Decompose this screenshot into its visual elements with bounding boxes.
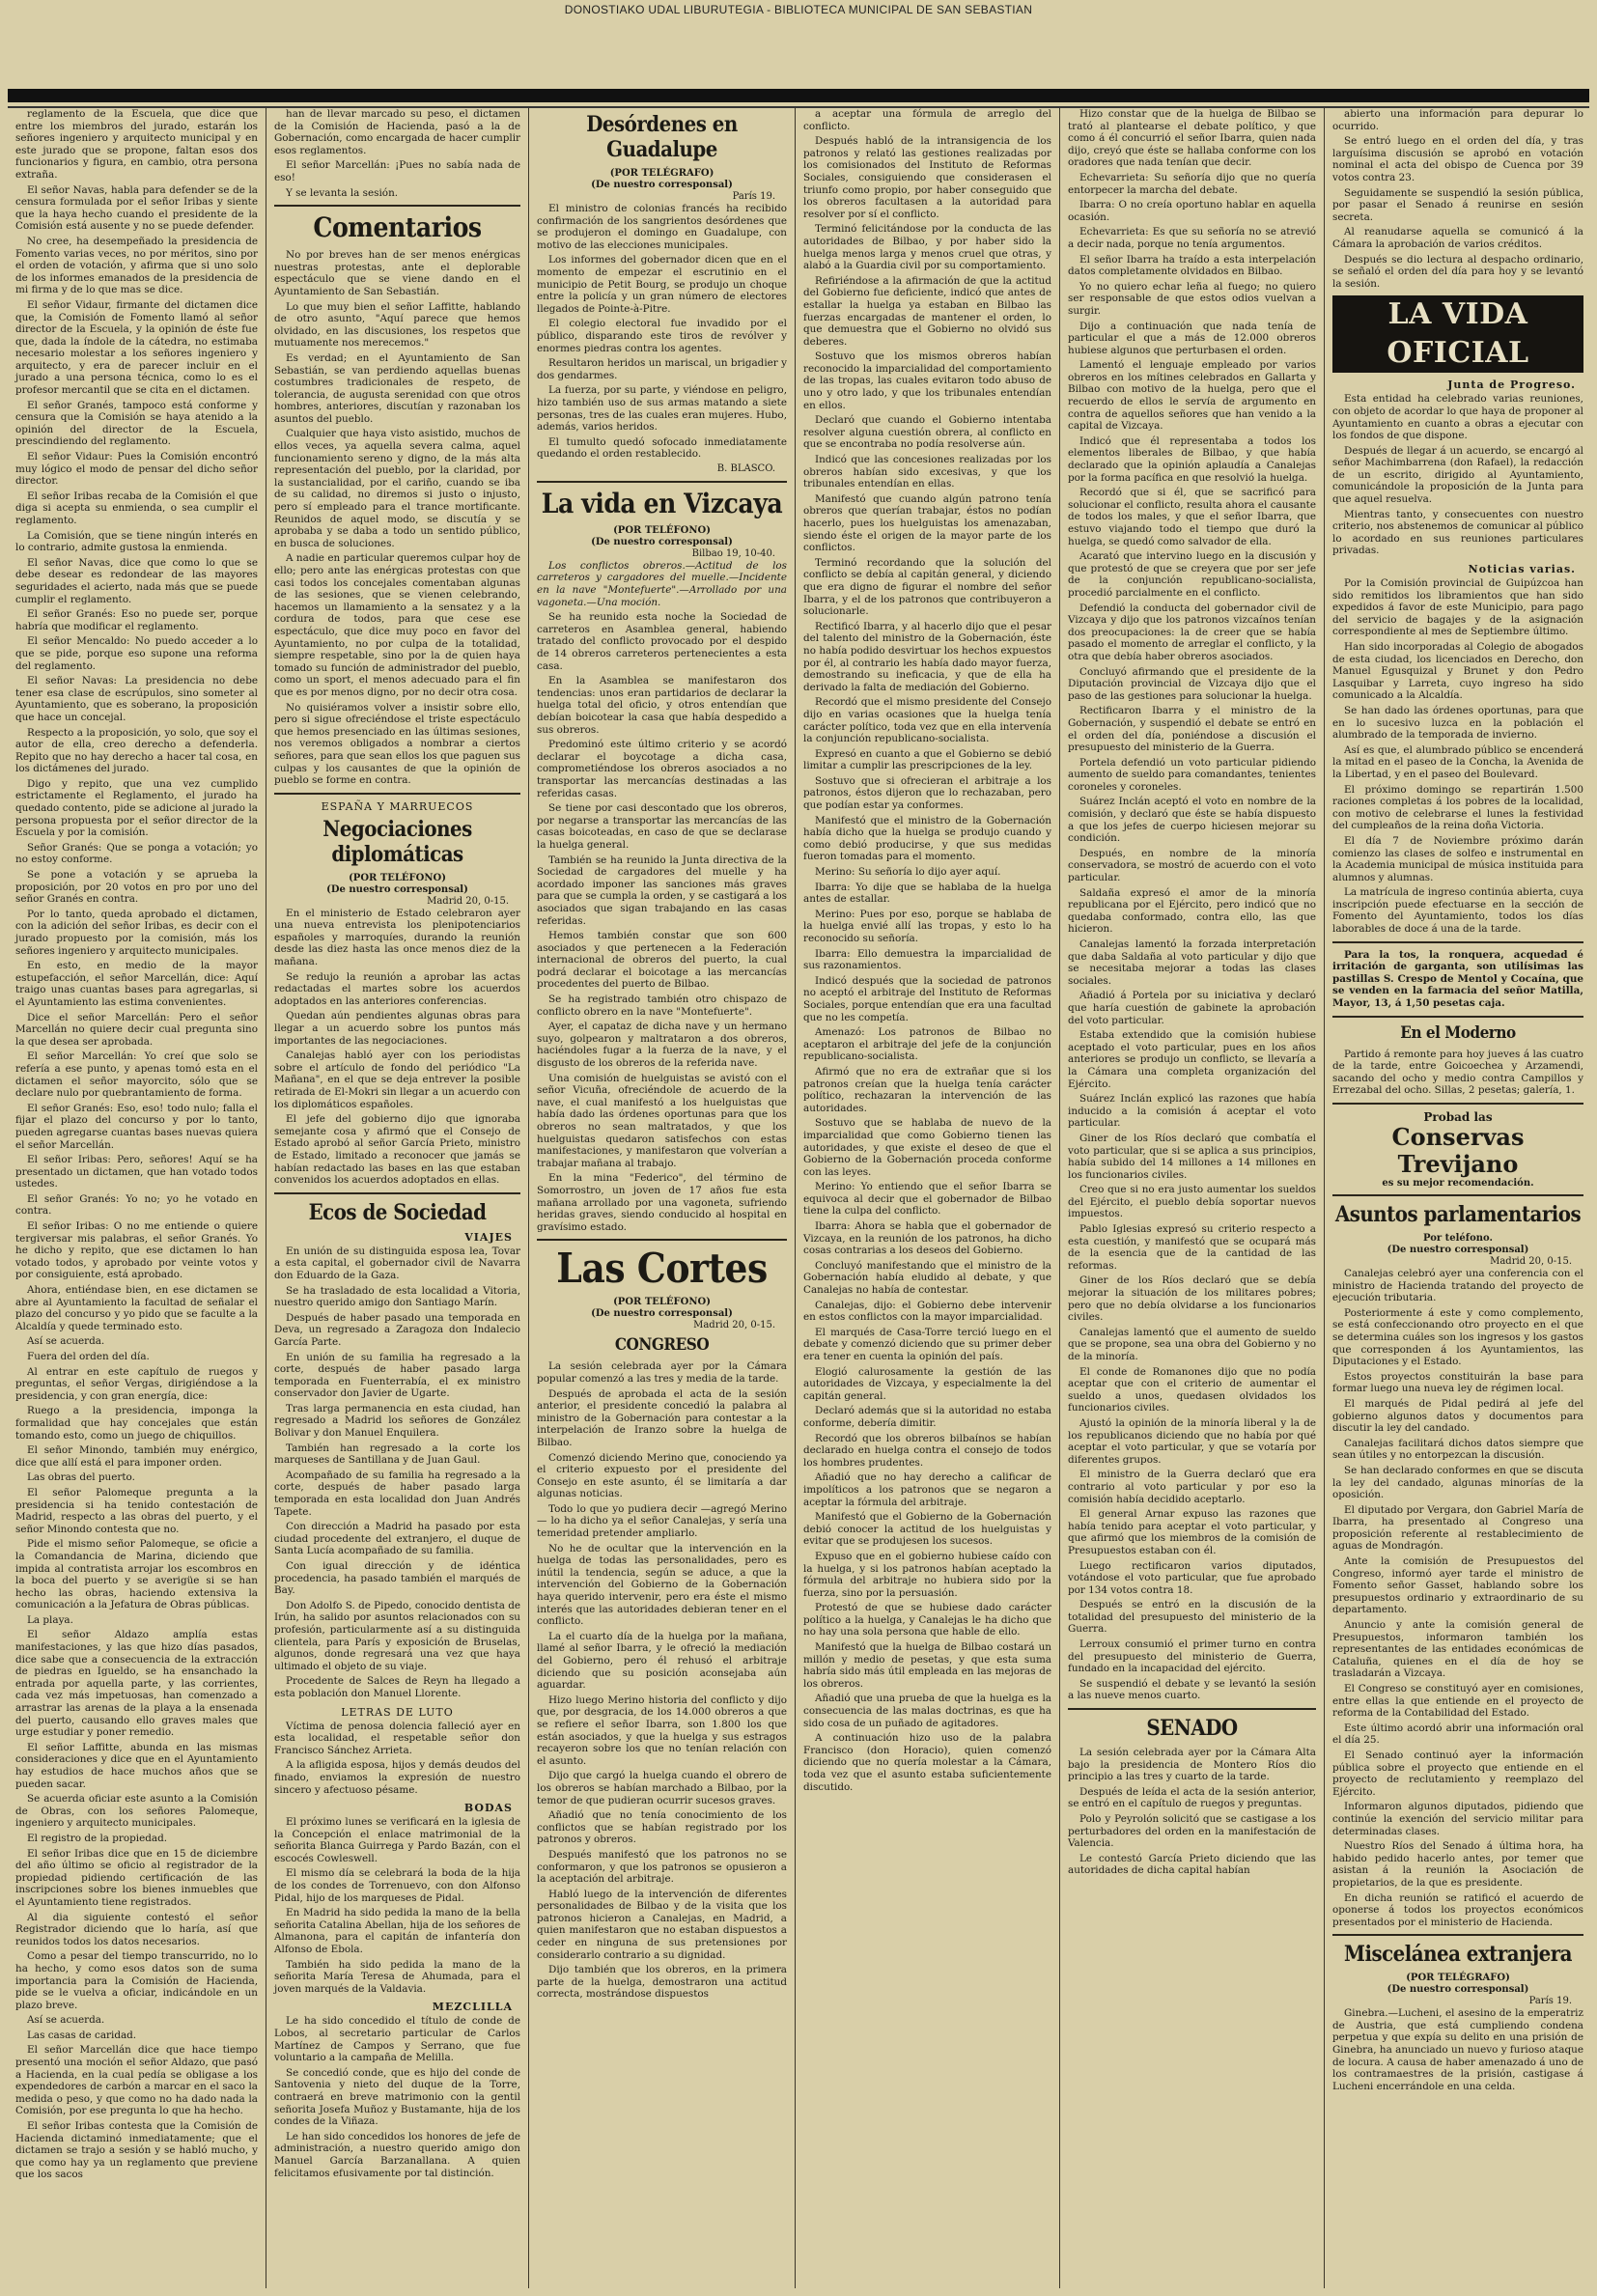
paragraph: Merino: Pues por eso, porque se hablaba de la huelga envié allí las tropas, y esto lo ha reconocido su señoría. xyxy=(803,908,1051,944)
dateline-date: París 19. xyxy=(1528,1996,1572,2007)
ad-line: Probad las xyxy=(1423,1110,1493,1124)
asuntos-body xyxy=(1332,1268,1583,1928)
dateline-telefono: Por teléfono. xyxy=(1422,1233,1494,1244)
paragraph: El señor Navas: La presidencia no debe tener esa clase de escrúpulos, sino someter al Ayuntamiento, que es soberano, la proposición que hace un concejal. xyxy=(15,675,258,723)
paragraph: En dicha reunión se ratificó el acuerdo de oponerse á todos los proyectos económicos presentados por el ministerio de Hacienda. xyxy=(1332,1891,1583,1928)
paragraph: El señor Marcellán dice que hace tiempo presentó una moción el señor Aldazo, que pasó a Hacienda, en la cual pedía se obligase a los expendedores de carbón a marcar en el saco la medida o peso, y que como no ha dado nada la Comisión, por ese pregunta lo que ha hecho. xyxy=(15,2044,258,2117)
paragraph: Nuestro Ríos del Senado á última hora, ha habido pedido hacerlo antes, por temer que asistan á la reunión la Asociación de propietarios, de la que es presidente. xyxy=(1332,1840,1583,1889)
vizcaya-body xyxy=(537,611,787,1233)
paragraph: Polo y Peyrolón solicitó que se castigase a los perturbadores del orden en la manifestación de Valencia. xyxy=(1068,1813,1316,1850)
paragraph: Declaró que cuando el Gobierno intentaba resolver alguna cuestión obrera, al conflicto en que se encontraba no podía resolverse aún. xyxy=(803,414,1051,451)
miscelanea-heading: Miscelánea extranjera xyxy=(1344,1942,1572,1968)
dateline-corresponsal: (De nuestro corresponsal) xyxy=(591,536,733,547)
paragraph: El señor Palomeque pregunta a la presidencia si ha tenido contestación de Madrid, respecto a las obras del puerto, y el señor Minondo contesta que no. xyxy=(15,1486,258,1535)
paragraph: Ajustó la opinión de la minoría liberal y la de los republicanos diciendo que no había por qué aceptar el voto particular, y que se votaría por diferentes grupos. xyxy=(1068,1416,1316,1466)
cortes-heading: Las Cortes xyxy=(556,1245,768,1293)
paragraph: Todo lo que yo pudiera decir —agregó Merino— lo ha dicho ya el señor Canalejas, y sería una temeridad pretender ampliarlo. xyxy=(537,1502,787,1540)
guadalupe-body xyxy=(537,203,787,461)
paragraph: Recordó que el mismo presidente del Consejo dijo en varias ocasiones que la huelga tenía carácter político, toda vez que en ella intervenía la conjunción republicano-socialista. xyxy=(803,696,1051,745)
paragraph: Lamentó el lenguaje empleado por varios obreros en los mítines celebrados en Gallarta y Bilbao con motivo de la huelga, pero que el recuerdo de ellos le servía de argumento en contra de aquellos señores que han venido a la capital de Vizcaya. xyxy=(1068,359,1316,433)
paragraph: Después de leída el acta de la sesión anterior, se entró en el capítulo de ruegos y preguntas. xyxy=(1068,1785,1316,1810)
paragraph: Suárez Inclán aceptó el voto en nombre de la comisión, y declaró que éste se había dispuesto a que los jefes de cuerpo hiciesen mejorar su condición. xyxy=(1068,796,1316,845)
paragraph: A continuación hizo uso de la palabra Francisco (don Horacio), quien comenzó diciendo que no quería molestar a la Cámara, toda vez que el asunto estaba suficientemente discutido. xyxy=(803,1732,1051,1793)
paragraph: Canalejas facilitará dichos datos siempre que sean útiles y no entorpezcan la discusión. xyxy=(1332,1437,1583,1462)
paragraph: El mismo día se celebrará la boda de la hija de los condes de Torrenuevo, con don Alfonso Pidal, hijo de los marqueses de Pidal. xyxy=(274,1867,520,1904)
paragraph: El señor Mencaldo: No puedo acceder a lo que se pide, porque eso supone una reforma del reglamento. xyxy=(15,635,258,672)
paragraph: El señor Granés: Eso, eso! todo nulo; falla el fijar el plazo del concurso y por lo tanto, pueden agregarse cuantas bases nuevas quiera el señor Marcellán. xyxy=(15,1102,258,1151)
paragraph: En unión de su familia ha regresado a la corte, después de haber pasado larga temporada en Fuenterrabía, el ex ministro conservador don Javier de Ugarte. xyxy=(274,1351,520,1400)
trevijano-ad xyxy=(1332,1110,1583,1189)
paragraph: Terminó recordando que la solución del conflicto se debía al capitán general, y diciendo que era digno de figurar el nombre del señor Ibarra, y el de los patronos que contribuyeron a solucionarle. xyxy=(803,556,1051,618)
paragraph: Merino: Yo entiendo que el señor Ibarra se equivoca al decir que el gobernador de Bilbao tiene la culpa del conflicto. xyxy=(803,1181,1051,1218)
paragraph: Manifestó que la huelga de Bilbao costará un millón y medio de pesetas, y que esta suma habría sido más útil empleada en las mejoras de los obreros. xyxy=(803,1641,1051,1690)
paragraph: A nadie en particular queremos culpar hoy de ello; pero ante las enérgicas protestas con que casi todos los concejales comentaban algunas de las sesiones, que se vienen celebrando, hacemos un llamamiento a la sensatez y a la cordura de todos, para que cese ese espectáculo, que dice muy poco en favor del Ayuntamiento, no por culpa de la totalidad, siempre respetable, sino por la de quien haya tomado su función de administrador del pueblo, como un sport, el menos adecuado para el fin que es por menos digno, por no decir otra cosa. xyxy=(274,552,520,698)
paragraph: Don Adolfo S. de Pipedo, conocido dentista de Irún, ha salido por asuntos relacionados con su profesión, particularmente así a su distinguida clientela, para París y exposición de Bruselas, algunos, donde regresará una vez que haya ultimado el objeto de su viaje. xyxy=(274,1599,520,1672)
paragraph: Esta entidad ha celebrado varias reuniones, con objeto de acordar lo que haya de proponer al Ayuntamiento en cuanto a obras a ejecutar con los fondos de que dispone. xyxy=(1332,393,1583,442)
paragraph: Ruego a la presidencia, imponga la formalidad que hay concejales que están tomando esto, como un juego de chiquillos. xyxy=(15,1405,258,1442)
paragraph: El señor Iribas recaba de la Comisión el que diga si acepta su enmienda, o sea cumplir el reglamento. xyxy=(15,490,258,526)
senado-heading: SENADO xyxy=(1146,1716,1238,1742)
dateline-date: Bilbao 19, 10-40. xyxy=(691,547,775,559)
guadalupe-heading: Desórdenes en Guadalupe xyxy=(586,112,738,162)
column-1 xyxy=(8,108,266,2288)
paragraph: No cree, ha desempeñado la presidencia de Fomento varias veces, no por méritos, sino por el orden de votación, y afirma que si uno solo de los informes emanados de la presidencia de mi firma y de lo que mas se dice. xyxy=(15,235,258,296)
paragraph: Lerroux consumió el primer turno en contra del presupuesto del ministerio de Guerra, fundado en la incapacidad del ejército. xyxy=(1068,1638,1316,1675)
luto-body xyxy=(274,1721,520,1797)
paragraph: El colegio electoral fue invadido por el público, disparando este tiros de revólver y enormes piedras contra los agentes. xyxy=(537,318,787,354)
paragraph: El registro de la propiedad. xyxy=(27,1832,168,1844)
paragraph: El general Arnar expuso las razones que había tenido para aceptar el voto particular, y que afirmó que los miembros de la comisión de Presupuestos estaban con él. xyxy=(1068,1508,1316,1556)
paragraph: Se redujo la reunión a aprobar las actas redactadas el martes sobre los acuerdos adoptados en las anteriores conferencias. xyxy=(274,970,520,1007)
paragraph: El señor Vidaur, firmante del dictamen dice que, la Comisión de Fomento llamó al señor director de la Escuela, y la opinión de éste fue que, dada la índole de la cátedra, no estimaba necesario molestar a los señores ingeniero y arquitecto, y era de parecer incluir en el jurado a una persona técnica, como lo es el profesor mercantil que se cita en el dictamen. xyxy=(15,298,258,397)
newspaper-columns xyxy=(8,108,1591,2288)
paragraph: El señor Marcellán: ¡Pues no sabía nada de eso! xyxy=(274,159,520,183)
paragraph: El día 7 de Noviembre próximo darán comienzo las clases de solfeo e instrumental en la Academia municipal de música instituida para alumnos y alumnas. xyxy=(1332,834,1583,883)
masthead-rule xyxy=(8,89,1589,102)
moderno-body: Partido á remonte para hoy jueves á las cuatro de la tarde, entre Goicoechea y Arzamendi, sacando del ocho y medio contra Campillos y Errezabal del ocho. Sillas, 2 pesetas; galería, 1. xyxy=(1332,1048,1583,1097)
paragraph: El tumulto quedó sofocado inmediatamente quedando el orden restablecido. xyxy=(537,435,787,461)
paragraph: Acompañado de su familia ha regresado a la corte, después de haber pasado larga temporada en esta localidad don Juan Andrés Tapete. xyxy=(274,1469,520,1518)
pastillas-ad: Para la tos, la ronquera, acquedad é irritación de garganta, son utilísimas las pastillas S. Crespo de Mentol y Cocaína, que se venden en la farmacia del señor Matilla, Mayor, 13, á 1,50 pesetas caja. xyxy=(1332,948,1583,1010)
paragraph: La playa. xyxy=(27,1613,73,1626)
paragraph: Comenzó diciendo Merino que, conociendo ya el criterio expuesto por el presidente del Consejo en este asunto, él se limitaría a dar algunas noticias. xyxy=(537,1451,787,1500)
paragraph: También se ha reunido la Junta directiva de la Sociedad de cargadores del muelle y ha acordado imponer las sanciones más graves para que se cumpla la orden, y se castigará a los asociados que sigan trabajando en las casas referidas. xyxy=(537,854,787,927)
paragraph: Habló luego de la intervención de diferentes personalidades de Bilbao y de la visita que los patronos hicieron a Canalejas, en Madrid, a quien manifestaron que no estaban dispuestos a ceder en ninguna de sus pretensiones por considerarlo contrario a su dignidad. xyxy=(537,1888,787,1961)
ad-brand: Conservas Trevijano xyxy=(1391,1123,1525,1178)
paragraph: Cualquier que haya visto asistido, muchos de ellos veces, ya aquella severa calma, aquel funcionamiento sereno y digno, de la más alta representación del pueblo, por la claridad, por la sustancialidad, por el cariño, cuando se iba de su calidad, no diremos si justo o injusto, pero sí empleado para el trance mortificante. Reunidos de aquel modo, se discutía y se aprobaba y se daba a todo un sentido público, en busca de soluciones. xyxy=(274,428,520,549)
paragraph: Dice el señor Marcellán: Pero el señor Marcellán no quiere decir cual pregunta sino la que desea ser aprobada. xyxy=(15,1011,258,1048)
comentarios-body xyxy=(274,249,520,787)
divider xyxy=(1332,1194,1583,1196)
paragraph: Creo que si no era justo aumentar los sueldos del Ejército, el pueblo debía soportar nuevos impuestos. xyxy=(1068,1184,1316,1220)
column-4 xyxy=(796,108,1060,2288)
paragraph: El marqués de Casa-Torre terció luego en el debate y comenzó diciendo que su primer deber era tener en cuenta la opinión del país. xyxy=(803,1326,1051,1362)
paragraph: El diputado por Vergara, don Gabriel María de Ibarra, ha presentado al Congreso una proposición referente al restablecimiento de aguas de Mondragón. xyxy=(1332,1503,1583,1553)
paragraph: Seguidamente se suspendió la sesión pública, por pasar el Senado á reunirse en sesión secreta. xyxy=(1332,186,1583,223)
paragraph: Ibarra: Yo dije que se hablaba de la huelga antes de estallar. xyxy=(803,881,1051,906)
paragraph: Se entró luego en el orden del día, y tras larguísima discusión se aprobó en votación nominal el acta del obispo de Cuenca por 39 votos contra 23. xyxy=(1332,135,1583,183)
paragraph: Canalejas celebró ayer una conferencia con el ministro de Hacienda tratando del proyecto de ejecución tributaria. xyxy=(1332,1268,1583,1304)
negociaciones-body xyxy=(274,908,520,1187)
paragraph: También han regresado a la corte los marqueses de Santillana y de Juan Gaul. xyxy=(274,1442,520,1467)
paragraph: Indicó después que la sociedad de patronos no aceptó el arbitraje del Instituto de Reformas Sociales, porque entendían que era una facultad que no les competía. xyxy=(803,974,1051,1023)
paragraph: No por breves han de ser menos enérgicas nuestras protestas, ante el deplorable espectáculo que se viene dando en el Ayuntamiento de San Sebastián. xyxy=(274,249,520,297)
col5-body xyxy=(1068,108,1316,1702)
paragraph: El señor Iribas dice que en 15 de diciembre del año último se oficio al registrador de la propiedad pidiendo certificación de las inscripciones sobre los bienes inmuebles que el Ayuntamiento tiene registrados. xyxy=(15,1847,258,1908)
paragraph: El conde de Romanones dijo que no podía aceptar que con el criterio de aumentar el sueldo a unos, quedasen olvidados los funcionarios civiles. xyxy=(1068,1365,1316,1414)
paragraph: No he de ocultar que la intervención en la huelga de todas las personalidades, pero es inútil la tendencia, según se aduce, a que la intervención del Gobierno de la Gobernación haya querido intervenir, pero era éste el mismo interés que las autoridades debieran tener en el conflicto. xyxy=(537,1542,787,1628)
vizcaya-heading: La vida en Vizcaya xyxy=(541,487,783,519)
paragraph: La sesión celebrada ayer por la Cámara Alta bajo la presidencia de Montero Ríos dio principio a las tres y cuarto de la tarde. xyxy=(1068,1747,1316,1783)
paragraph: Los informes del gobernador dicen que en el momento de empezar el escrutinio en el municipio de Petit Bourg, se produjo un choque entre la policía y un gran número de electores llegados de Pointe-à-Pitre. xyxy=(537,254,787,315)
paragraph: Acarató que intervino luego en la discusión y que protestó de que se creyera que por ser jefe de la conjunción republicano-socialista, procedió parcialmente en el conflicto. xyxy=(1068,550,1316,599)
paragraph: En el ministerio de Estado celebraron ayer una nueva entrevista los plenipotenciarios españoles y marroquíes, durando la reunión desde las diez hasta las once menos diez de la mañana. xyxy=(274,907,520,968)
paragraph: Se tiene por casi descontado que los obreros, por negarse a transportar las mercancías de las casas boicoteadas, en caso de que se declarase la huelga general. xyxy=(537,802,787,851)
paragraph: Se han declarado conformes en que se discuta la ley del candado, algunas minorías de la oposición. xyxy=(1332,1464,1583,1501)
divider xyxy=(274,1192,520,1194)
divider xyxy=(1332,1934,1583,1936)
divider xyxy=(1332,1103,1583,1105)
paragraph: En unión de su distinguida esposa lea, Tovar a esta capital, el gobernador civil de Navarra don Eduardo de la Gaza. xyxy=(274,1245,520,1281)
dateline-telefono: (POR TELÉFONO) xyxy=(613,1297,711,1308)
paragraph: Con dirección a Madrid ha pasado por esta ciudad procedente del extranjero, el duque de Santa Lucía acompañado de su familia. xyxy=(274,1521,520,1557)
paragraph: El señor Marcellán: Yo creí que solo se refería a ese punto, y apenas tomó esta en el dictamen el señor mayorcito, sólo que se declare nulo por quebrantamiento de forma. xyxy=(15,1050,258,1100)
noticias-label: Noticias varias. xyxy=(1468,563,1576,576)
paragraph: Indicó que las concesiones realizadas por los obreros habían sido excesivas, y que los tribunales entendían en ellas. xyxy=(803,454,1051,490)
viajes-body xyxy=(274,1246,520,1700)
paragraph: Defendió la conducta del gobernador civil de Vizcaya y dijo que los patronos vizcaínos tenían dos preocupaciones: la de creer que se había pasado el momento de arreglar el conflicto, y la otra que debía haber obreros asociados. xyxy=(1068,602,1316,662)
paragraph: Recordó que si él, que se sacrificó para solucionar el conflicto, resulta ahora el causante de todos los males, y que el señor Ibarra, que estuvo viajando todo el tiempo que duró la huelga, se quedó como salvador de ella. xyxy=(1068,487,1316,547)
paragraph: Recordó que los obreros bilbaínos se habían declarado en huelga contra el consejo de todos los hombres prudentes. xyxy=(803,1432,1051,1469)
dateline-telefono: (POR TELÉFONO) xyxy=(613,524,711,536)
bodas-body xyxy=(274,1816,520,1995)
paragraph: La matrícula de ingreso continúa abierta, cuya inscripción puede efectuarse en la sección de Fomento del Ayuntamiento, todos los días laborables de doce á una de la tarde. xyxy=(1332,886,1583,936)
paragraph: Declaró además que si la autoridad no estaba conforme, debería dimitir. xyxy=(803,1405,1051,1429)
paragraph: Concluyó afirmando que el presidente de la Diputación provincial de Vizcaya dijo que el paso de las gestiones para solucionar la huelga. xyxy=(1068,665,1316,702)
paragraph: Giner de los Ríos declaró que se debía mejorar la situación de los militares pobres; pero que no debía olvidarse a los funcionarios civiles. xyxy=(1068,1274,1316,1324)
divider xyxy=(537,1239,787,1241)
divider xyxy=(1332,1016,1583,1018)
paragraph: Portela defendió un voto particular pidiendo aumento de sueldo para comandantes, tenientes coroneles y coroneles. xyxy=(1068,756,1316,793)
paragraph: No quisiéramos volver a insistir sobre ello, pero si sigue ofreciéndose el triste espectáculo que hemos presenciado en las últimas sesiones, nos veremos obligados a nombrar a ciertos señores, para que sean ellos los que paguen sus culpas y los causantes de que la opinión de pueblo se forme en contra. xyxy=(274,701,520,787)
paragraph: En Madrid ha sido pedida la mano de la bella señorita Catalina Abellan, hija de los señores de Almanona, para el capitán de infantería don Alfonso de Ebola. xyxy=(274,1907,520,1956)
paragraph: Como a pesar del tiempo transcurrido, no lo ha hecho, y como esos datos son de suma importancia para la Comisión de Hacienda, pide se le vuelva a oficiar, indicándole en un plazo breve. xyxy=(15,1950,258,2011)
dateline-corresponsal: (De nuestro corresponsal) xyxy=(591,180,733,190)
signature: B. BLASCO. xyxy=(716,462,775,474)
paragraph: Predominó este último criterio y se acordó declarar el boycotage a dicha casa, comprometiéndose los obreros asociados a no transportar las mercancías destinadas a las referidas casas. xyxy=(537,739,787,799)
paragraph: Tras larga permanencia en esta ciudad, han regresado a Madrid los señores de González Bolivar y don Manuel Enquilera. xyxy=(274,1402,520,1440)
paragraph: El señor Iribas: O no me entiende o quiere tergiversar mis palabras, el señor Granés. Yo he dicho y repito, que ese dictamen lo han votado todos, y aprobado por veinte votos y por consiguiente, está aprobado. xyxy=(15,1220,258,1281)
paragraph: Expuso que en el gobierno hubiese caído con la huelga, y si los patronos habían aceptado la fórmula del arbitraje no hubiera sido por la fuerza, sino por la persuasión. xyxy=(803,1550,1051,1599)
paragraph: Añadió que no hay derecho a calificar de impolíticos a los patronos que se negaron a aceptar la fórmula del arbitraje. xyxy=(803,1471,1051,1508)
paragraph: Se pone a votación y se aprueba la proposición, por 20 votos en pro por uno del señor Granés en contra. xyxy=(15,869,258,906)
dateline-telegrafo: (POR TELÉGRAFO) xyxy=(1406,1973,1510,1984)
paragraph: Canalejas lamentó la forzada interpretación que daba Saldaña al voto particular y dijo que se necesitaba mejorar a todas las clases sociales. xyxy=(1068,938,1316,987)
viajes-label: VIAJES xyxy=(464,1230,513,1244)
divider xyxy=(274,793,520,795)
paragraph: Protestó de que se hubiese dado carácter político a la huelga, y Canalejas le ha dicho que no hay una sola persona que hable de ello. xyxy=(803,1602,1051,1638)
congreso-body xyxy=(537,1360,787,2001)
paragraph: Saldaña expresó el amor de la minoría republicana por el Ejército, pero indicó que no quedaba conformado, contra ello, las que hicieron. xyxy=(1068,886,1316,936)
paragraph: La fuerza, por su parte, y viéndose en peligro, hizo también uso de sus armas matando a siete personas, tres de las cuales eran mujeres. Hubo, además, varios heridos. xyxy=(537,384,787,434)
paragraph: Informaron algunos diputados, pidiendo que continúe la exención del servicio militar para determinadas clases. xyxy=(1332,1801,1583,1837)
paragraph: Al dia siguiente contestó el señor Registrador diciendo que lo haría, así que reunidos todos los datos necesarios. xyxy=(15,1911,258,1947)
ad-tagline: es su mejor recomendación. xyxy=(1382,1178,1534,1189)
dateline-date: París 19. xyxy=(732,191,775,202)
paragraph: Al entrar en este capítulo de ruegos y preguntas, el señor Vergas, dirigiéndose a la presidencia, y con gran energía, dice: xyxy=(15,1365,258,1402)
paragraph: Rectificaron Ibarra y el ministro de la Gobernación, y suspendió el debate se entró en el orden del día, poniéndose a discusión el presupuesto del ministerio de la Guerra. xyxy=(1068,705,1316,754)
paragraph: Ayer, el capataz de dicha nave y un hermano suyo, golpearon y maltrataron a dos obreros, haciéndoles fugar a la fuerza de la nave, y el disgusto de los obreros de la referida nave. xyxy=(537,1021,787,1070)
vida-oficial-body xyxy=(1332,393,1583,557)
paragraph: Así se acuerda. xyxy=(27,1335,105,1348)
paragraph: Se suspendió el debate y se levantó la sesión a las nueve menos cuarto. xyxy=(1068,1677,1316,1702)
paragraph: El marqués de Pidal pedirá al jefe del gobierno algunos datos y documentos para discutir la ley del candado. xyxy=(1332,1397,1583,1435)
paragraph: han de llevar marcado su peso, el dictamen de la Comisión de Hacienda, pasó a la de Gobernación, como encargada de hacer cumplir esos reglamentos. xyxy=(274,108,520,156)
paragraph: Hizo constar que de la huelga de Bilbao se trató al plantearse el debate político, y que como á él concurrió el señor Ibarra, quien nada dijo, creyó que éste se hallaba conforme con los oradores que nada tenían que decir. xyxy=(1068,108,1316,169)
paragraph: Dijo que cargó la huelga cuando el obrero de los obreros se habían marchado a Bilbao, por la temor de que pudieran ocurrir sucesos graves. xyxy=(537,1770,787,1806)
congreso-heading: CONGRESO xyxy=(614,1335,710,1356)
paragraph: El señor Iribas: Pero, señores! Aquí se ha presentado un dictamen, que han votado todos ustedes. xyxy=(15,1154,258,1190)
paragraph: Le ha sido concedido el título de conde de Lobos, al secretario particular de Carlos Martínez de Campos y Serrano, que fue voluntario a la campaña de Melilla. xyxy=(274,2015,520,2064)
paragraph: Ibarra: O no creía oportuno hablar en aquella ocasión. xyxy=(1068,199,1316,223)
dateline-telefono: (POR TELÉFONO) xyxy=(349,872,446,883)
column-5 xyxy=(1060,108,1325,2288)
archive-header: DONOSTIAKO UDAL LIBURUTEGIA - BIBLIOTECA MUNICIPAL DE SAN SEBASTIAN xyxy=(564,3,1033,16)
paragraph: El señor Granés: Yo no; yo he votado en contra. xyxy=(15,1192,258,1218)
dateline-date: Madrid 20, 0-15. xyxy=(693,1320,775,1331)
paragraph: Manifestó que el ministro de la Gobernación había dicho que la huelga se produjo cuando y como debió producirse, y que sus medidas fueron tomadas para el momento. xyxy=(803,814,1051,863)
vida-oficial-heading: LA VIDA OFICIAL xyxy=(1332,295,1583,373)
paragraph: Así es que, el alumbrado público se encenderá la mitad en el paseo de la Concha, la Avenida de la Libertad, y en el paseo del Boulevard. xyxy=(1332,743,1583,780)
paragraph: Hemos también constar que son 600 asociados y que pertenecen a la Federación internacional de obreros del puerto, la cual podrá declarar el boicotage a las mercancías procedentes del puerto de Bilbao. xyxy=(537,930,787,991)
paragraph: El jefe del gobierno dijo que ignoraba semejante cosa y afirmó que el Consejo de Estado aprobó al señor García Prieto, ministro de Estado, limitado a reconocer que jamás se habían redactado las bases en las que estaban convenidos los acuerdos adoptados en ellas. xyxy=(274,1113,520,1187)
paragraph: Posteriormente á este y como complemento, se está confeccionando otro proyecto en el que se determina cuáles son los ingresos y los gastos que corresponden á los Ayuntamientos, las Diputaciones y el Estado. xyxy=(1332,1306,1583,1368)
paragraph: Afirmó que no era de extrañar que si los patronos creían que la huelga tenía carácter político, rechazaran la intervención de las autoridades. xyxy=(803,1065,1051,1114)
dateline-date: Madrid 20, 0-15. xyxy=(427,895,509,907)
paragraph: Después de llegar á un acuerdo, se encargó al señor Machimbarrena (don Rafael), la redacción de un escrito, dirigido al Ayuntamiento, comunicándole la proposición de la Junta para que aquel resuelva. xyxy=(1332,444,1583,506)
paragraph: En la Asamblea se manifestaron dos tendencias: unos eran partidarios de declarar la huelga total del oficio, y otros entendían que debían boicotear la casa que había despedido a sus obreros. xyxy=(537,675,787,736)
col6-intro xyxy=(1332,108,1583,290)
paragraph: El Congreso se constituyó ayer en comisiones, entre ellas la que entiende en el proyecto de reforma de la Contabilidad del Estado. xyxy=(1332,1683,1583,1720)
paragraph: Por lo tanto, queda aprobado el dictamen, con la adición del señor Iribas, es decir con el jurado propuesto por la comisión, más los señores ingeniero y arquitecto municipales. xyxy=(15,908,258,957)
paragraph: Se concedió conde, que es hijo del conde de Santovenia y nieto del duque de la Torre, contraerá en breve matrimonio con la gentil señorita Josefa Muñoz y Bustamante, hija de los condes de la Viñaza. xyxy=(274,2066,520,2128)
ecos-heading: Ecos de Sociedad xyxy=(308,1199,487,1225)
paragraph: Con igual dirección y de idéntica procedencia, ha pasado también el marqués de Bay. xyxy=(274,1560,520,1597)
paragraph: Hizo luego Merino historia del conflicto y dijo que, por desgracia, de los 14.000 obreros a que se refiere el señor Ibarra, son 1.800 los que están asociados, y que la huelga y sus estragos recayeron sobre los que no tenían relación con el asunto. xyxy=(537,1694,787,1767)
paragraph: Y se levanta la sesión. xyxy=(286,186,399,199)
paragraph: Al reanudarse aquella se comunicó á la Cámara la aprobación de varios créditos. xyxy=(1332,226,1583,250)
paragraph: Añadió á Portela por su iniciativa y declaró que haría cuestión de gabinete la aprobación del voto particular. xyxy=(1068,990,1316,1026)
paragraph: Echevarrieta: Su señoría dijo que no quería entorpecer la marcha del debate. xyxy=(1068,171,1316,196)
paragraph: abierto una información para depurar lo ocurrido. xyxy=(1332,108,1583,132)
paragraph: Elogió calurosamente la gestión de las autoridades de Vizcaya, y especialmente la del capitán general. xyxy=(803,1365,1051,1402)
paragraph: Expresó en cuanto a que el Gobierno se debió limitar a cumplir las prescripciones de la ley. xyxy=(803,747,1051,772)
paragraph: El ministro de colonias francés ha recibido confirmación de los sangrientos desórdenes que se produjeron el domingo en Guadalupe, con motivo de las elecciones municipales. xyxy=(537,203,787,251)
paragraph: Echevarrieta: Es que su señoría no se atrevió a decir nada, porque no tenía argumentos. xyxy=(1068,226,1316,250)
divider xyxy=(1332,941,1583,943)
dateline-corresponsal: (De nuestro corresponsal) xyxy=(591,1308,733,1320)
paragraph: Manifestó que el Gobierno de la Gobernación debió conocer la actitud de los huelguistas y evitar que se produjesen los sucesos. xyxy=(803,1511,1051,1548)
paragraph: Concluyó manifestando que el ministro de la Gobernación había eludido al debate, y que Canalejas no había de contestar. xyxy=(803,1259,1051,1297)
dateline-corresponsal: (De nuestro corresponsal) xyxy=(326,883,468,895)
paragraph: Después se entró en la discusión de la totalidad del presupuesto del ministerio de la Guerra. xyxy=(1068,1599,1316,1636)
asuntos-heading: Asuntos parlamentarios xyxy=(1334,1202,1582,1227)
paragraph: La Comisión, que se tiene ningún interés en lo contrario, admite gustosa la enmienda. xyxy=(15,529,258,554)
divider xyxy=(1068,1708,1316,1710)
paragraph: Mientras tanto, y consecuentes con nuestro criterio, nos abstenemos de comunicar al público lo acordado en sus reuniones particulares privadas. xyxy=(1332,508,1583,557)
vida-oficial-subhead: Junta de Progreso. xyxy=(1447,378,1576,392)
paragraph: El señor Aldazo amplía estas manifestaciones, y las que hizo días pasados, dice sabe que a consecuencia de la extracción de piedras en Igueldo, se ha ensanchado la entrada por aquella parte, y las corrientes, cada vez más impetuosas, han comenzado a arrastrar las arenas de la playa a la ensenada del puerto, causando ello graves males que urge estudiar y poner remedio. xyxy=(15,1629,258,1739)
paragraph: El señor Granés, tampoco está conforme y censura que la Comisión se haya atenido a la opinión del director de la Escuela, prescindiendo del reglamento. xyxy=(15,399,258,448)
paragraph: Rectificó Ibarra, y al hacerlo dijo que el pesar del talento del ministro de la Gobernación, éste no había podido desvirtuar los hechos expuestos por él, al contrario les había dado mayor fuerza, demostrando su ineficacia, y que de ella ha derivado la falta de mediación del Gobierno. xyxy=(803,620,1051,693)
paragraph: Han sido incorporadas al Colegio de abogados de esta ciudad, los licenciados en Derecho, don Manuel Egusquizal y Brunet y don Pedro Lasquibar y Larreta, cuyo ingreso ha sido comunicado a la Alcaldía. xyxy=(1332,641,1583,702)
paragraph: Fuera del orden del día. xyxy=(27,1351,150,1362)
paragraph: También ha sido pedida la mano de la señorita María Teresa de Ahumada, para el joven marqués de la Valdavia. xyxy=(274,1958,520,1995)
paragraph: Se ha registrado también otro chispazo de conflicto obrero en la nave "Montefuerte". xyxy=(537,994,787,1018)
paragraph: Ante la comisión de Presupuestos del Congreso, informó ayer tarde el ministro de Fomento señor Gasset, hablando sobre los presupuestos ordinario y extraordinario de su departamento. xyxy=(1332,1555,1583,1616)
paragraph: Una comisión de huelguistas se avistó con el señor Vicuña, ofreciéndole de acuerdo de la nave, el cual manifestó a los huelguistas que había dado las órdenes oportunas para que los obreros no sean maltratados, y que los huelguistas quedaron satisfechos con estas manifestaciones, y manifestaron que volverían a trabajar mañana al trabajo. xyxy=(537,1072,787,1169)
paragraph: Añadió que no tenía conocimiento de los conflictos que se habían registrado por los patronos y obreros. xyxy=(537,1809,787,1846)
paragraph: a aceptar una fórmula de arreglo del conflicto. xyxy=(803,108,1051,132)
paragraph: Ibarra: Ello demuestra la imparcialidad de sus razonamientos. xyxy=(803,947,1051,972)
paragraph: En la mina "Federico", del término de Somorrostro, un joven de 17 años fue esta mañana arrollado por una vagoneta, sufriendo heridas graves, siendo conducido al hospital en gravísimo estado. xyxy=(537,1172,787,1233)
paragraph: El señor Vidaur: Pues la Comisión encontró muy lógico el modo de pensar del dicho señor director. xyxy=(15,451,258,488)
paragraph: Terminó felicitándose por la conducta de las autoridades de Bilbao, y por haber sido la huelga menos larga y menos cruel que otras, y alabó a la Guardia civil por su comportamiento. xyxy=(803,223,1051,272)
divider xyxy=(274,205,520,207)
paragraph: Estaba extendido que la comisión hubiese aceptado el voto particular, pues en los años anteriores se produjo un conflicto, se llevaría a la Cámara una completa organización del Ejército. xyxy=(1068,1029,1316,1090)
paragraph: Después se dio lectura al despacho ordinario, se señaló el orden del día para hoy y se levantó la sesión. xyxy=(1332,253,1583,290)
paragraph: Canalejas habló ayer con los periodistas sobre el artículo de fondo del periódico "La Mañana", en el que se deja entrever la posible retirada de El-Mokri sin llegar a un acuerdo con los diplomáticos españoles. xyxy=(274,1050,520,1110)
vizcaya-lead: Los conflictos obreros.—Actitud de los carreteros y cargadores del muelle.—Incidente en la nave "Montefuerte".—Arrollado por una vagoneta.—Una moción. xyxy=(537,559,787,608)
paragraph: El señor Ibarra ha traído a esta interpelación datos completamente olvidados en Bilbao. xyxy=(1068,253,1316,278)
paragraph: Ibarra: Ahora se habla que el gobernador de Vizcaya, en la reunión de los patronos, ha dicho cosas contrarias a los deseos del Gobierno. xyxy=(803,1220,1051,1257)
paragraph: Dijo también que los obreros, en la primera parte de la huelga, demostraron una actitud correcta, mostrándose dispuestos xyxy=(537,1964,787,2001)
paragraph: Las obras del puerto. xyxy=(27,1471,135,1484)
paragraph: Después de aprobada el acta de la sesión anterior, el presidente concedió la palabra al ministro de la Gobernación para contestar a la interpelación de Iranzo sobre la huelga de Bilbao. xyxy=(537,1387,787,1448)
col2-intro xyxy=(274,108,520,199)
paragraph: Por la Comisión provincial de Guipúzcoa han sido remitidos los libramientos que han sido expedidos á favor de este Municipio, para pago del servicio de bagajes y de la asignación correspondiente al mes de Septiembre último. xyxy=(1332,577,1583,638)
paragraph: Se acuerda oficiar este asunto a la Comisión de Obras, con los señores Palomeque, ingeniero y arquitecto municipales. xyxy=(15,1793,258,1830)
paragraph: Quedan aún pendientes algunas obras para llegar a un acuerdo sobre los puntos más importantes de las negociaciones. xyxy=(274,1010,520,1047)
moderno-heading: En el Moderno xyxy=(1400,1022,1516,1043)
paragraph: Así se acuerda. xyxy=(27,2014,105,2027)
noticias-body xyxy=(1332,577,1583,936)
paragraph: El señor Navas, dice que como lo que se debe desear es redondear de las mayores seguridades el acierto, nada más que se puede cumplir el reglamento. xyxy=(15,556,258,605)
paragraph: En esto, en medio de la mayor estupefacción, el señor Marcellán, dice: Aquí traigo unas cuantas bases para agregarlas, si el Ayuntamiento las estima convenientes. xyxy=(15,960,258,1008)
paragraph: Digo y repito, que una vez cumplido estrictamente el Reglamento, el jurado ha quedado contento, pide se adicione al jurado la persona propuesta por el señor director de la Escuela y por la comisión. xyxy=(15,777,258,839)
paragraph: El próximo domingo se repartirán 1.500 raciones completas á los pobres de la localidad, con motivo de celebrarse el lunes la festividad del cumpleaños de la reina doña Victoria. xyxy=(1332,783,1583,832)
bodas-label: BODAS xyxy=(463,1802,513,1815)
paragraph: Lo que muy bien el señor Laffitte, hablando de otro asunto, "Aquí parece que hemos olvidado, en las discusiones, los respetos que mutuamente nos merecemos." xyxy=(274,300,520,350)
paragraph: Anuncio y ante la comisión general de Presupuestos, informaron también los representantes de las entidades económicas de Cataluña, quienes en el día de hoy se trasladarán a Vizcaya. xyxy=(1332,1619,1583,1680)
paragraph: Las casas de caridad. xyxy=(27,2029,137,2041)
paragraph: El señor Iribas contesta que la Comisión de Hacienda dictaminó inmediatamente; que el dictamen se trajo a sesión y se habló mucho, y que como hay ya un reglamento que previene que los sacos xyxy=(15,2120,258,2181)
paragraph: Ahora, entiéndase bien, en ese dictamen se abre al Ayuntamiento la facultad de señalar el plazo del concurso y yo pido que se faculte a la Alcaldía y quede terminado esto. xyxy=(15,1284,258,1332)
paragraph: Refiriéndose a la afirmación de que la actitud del Gobierno fue deficiente, indicó que antes de estallar la huelga ya estaban en Bilbao las fuerzas encargadas de mantener el orden, lo que demuestra que el Gobierno no olvidó sus deberes. xyxy=(803,274,1051,348)
column-2 xyxy=(266,108,529,2288)
negociaciones-heading: Negociaciones diplomáticas xyxy=(322,816,472,867)
paragraph: Canalejas lamentó que el aumento de sueldo que se propone, sea una obra del Gobierno y no de la minoría. xyxy=(1068,1326,1316,1362)
paragraph: Víctima de penosa dolencia falleció ayer en esta localidad, el respetable señor don Francisco Sánchez Arrieta. xyxy=(274,1720,520,1756)
paragraph: Después, en nombre de la minoría conservadora, se mostró de acuerdo con el voto particular. xyxy=(1068,847,1316,884)
paragraph: Luego rectificaron varios diputados, votándose el voto particular, que fue aprobado por 134 votos contra 18. xyxy=(1068,1559,1316,1596)
paragraph: El señor Navas, habla para defender se de la censura formulada por el señor Iribas y siente que la haya hecho cuando el presidente de la Comisión está ausente y no se puede defender. xyxy=(15,183,258,233)
senado-body xyxy=(1068,1747,1316,1877)
paragraph: Después habló de la intransigencia de los patronos y relató las gestiones realizadas por los comisionados del Instituto de Reformas Sociales, consiguiendo que considerasen el triunfo como propio, por haber conseguido que los obreros facultasen a la autoridad para resolver por sí el conflicto. xyxy=(803,135,1051,220)
paragraph: El Senado continuó ayer la información pública sobre el proyecto que entiende en el proyecto de reclutamiento y reemplazo del Ejército. xyxy=(1332,1749,1583,1798)
column-3 xyxy=(529,108,796,2288)
paragraph: Añadió que una prueba de que la huelga es la consecuencia de las malas doctrinas, es que ha sido cosa de un puñado de agitadores. xyxy=(803,1693,1051,1729)
paragraph: Indicó que él representaba a todos los elementos liberales de Bilbao, y que había declarado que la opinión aplaudía a Canalejas por la forma pacífica en que resolvió la huelga. xyxy=(1068,434,1316,484)
paragraph: Le han sido concedidos los honores de jefe de administración, a nuestro querido amigo don Manuel García Barzanallana. A quien felicitamos efusivamente por tal distinción. xyxy=(274,2130,520,2179)
paragraph: Este último acordó abrir una información oral el día 25. xyxy=(1332,1722,1583,1747)
paragraph: Estos proyectos constituirán la base para formar luego una nueva ley de régimen local. xyxy=(1332,1370,1583,1395)
column-6 xyxy=(1325,108,1591,2288)
espana-label: ESPAÑA Y MARRUECOS xyxy=(321,799,474,813)
paragraph: Después de haber pasado una temporada en Deva, un regresado a Zaragoza don Indalecio García Parte. xyxy=(274,1311,520,1348)
paragraph: Sostuvo que se hablaba de nuevo de la imparcialidad que como Gobierno tienen las autoridades, y que existe el deseo de que el Gobierno de la Gobernación proceda conforme con las leyes. xyxy=(803,1117,1051,1178)
paragraph: Yo no quiero echar leña al fuego; no quiero ser responsable de que estos odios vuelvan a surgir. xyxy=(1068,280,1316,317)
paragraph: Se ha reunido esta noche la Sociedad de carreteros en Asamblea general, habiendo tratado del conflicto provocado por el despido de 14 obreros carreteros pertenecientes a esta casa. xyxy=(537,611,787,672)
paragraph: La sesión celebrada ayer por la Cámara popular comenzó a las tres y media de la tarde. xyxy=(537,1360,787,1385)
dateline-corresponsal: (De nuestro corresponsal) xyxy=(1387,1984,1529,1996)
paragraph: Le contestó García Prieto diciendo que las autoridades de dicha capital habían xyxy=(1068,1852,1316,1877)
paragraph: Merino: Su señoría lo dijo ayer aquí. xyxy=(815,866,1001,879)
paragraph: A la afligida esposa, hijos y demás deudos del finado, enviamos la expresión de nuestro sincero y afectuoso pésame. xyxy=(274,1759,520,1796)
dateline-telefono: (POR TELÉGRAFO) xyxy=(609,168,714,179)
dateline-date: Madrid 20, 0-15. xyxy=(1490,1256,1572,1267)
paragraph: Procedente de Salces de Reyn ha llegado a esta población don Manuel Llorente. xyxy=(274,1675,520,1699)
paragraph: Canalejas, dijo: el Gobierno debe intervenir en estos conflictos con la mayor imparcialidad. xyxy=(803,1299,1051,1324)
comentarios-heading: Comentarios xyxy=(313,211,482,244)
paragraph: Resultaron heridos un mariscal, un brigadier y dos gendarmes. xyxy=(537,357,787,381)
mezcla-label: MEZCLILLA xyxy=(432,2001,513,2014)
luto-label: LETRAS DE LUTO xyxy=(341,1705,454,1719)
paragraph: Manifestó que cuando algún patrono tenía obreros que querían trabajar, éstos no podían hacerlo, pues los huelguistas los amenazaban, siendo éste el origen de la mayor parte de los conflictos. xyxy=(803,492,1051,554)
paragraph: Es verdad; en el Ayuntamiento de San Sebastián, se van perdiendo aquellas buenas costumbres tradicionales de respeto, de tolerancia, de augusta serenidad con que otros hombres, anteriores, discutían y razonaban los asuntos del pueblo. xyxy=(274,351,520,425)
paragraph: Se ha trasladado de esta localidad a Vitoria, nuestro querido amigo don Santiago Marín. xyxy=(274,1284,520,1309)
paragraph: Respecto a la proposición, yo solo, que soy el autor de ella, creo derecho a defenderla. Repito que no hay derecho a hacer tal cosa, en los dictámenes del jurado. xyxy=(15,726,258,775)
paragraph: Pablo Iglesias expresó su criterio respecto a esta cuestión, y manifestó que se ocupará más de la esencia que de la cantidad de las reformas. xyxy=(1068,1223,1316,1272)
paragraph: reglamento de la Escuela, que dice que entre los miembros del jurado, estarán los señores ingeniero y arquitecto municipal y en este jurado que se propone, faltan esos dos funcionarios y figura, en cambio, otra persona extraña. xyxy=(15,108,258,181)
miscelanea-body: Ginebra.—Lucheni, el asesino de la emperatriz de Austria, que está cumpliendo condena perpetua y que expía su delito en una prisión de Ginebra, ha anunciado un nuevo y furioso ataque de locura. A causa de haber amenazado á uno de los contramaestres de la prisión, castigase á Lucheni encerrándole en una celda. xyxy=(1332,2007,1583,2092)
paragraph: Suárez Inclán explicó las razones que había inducido a la comisión á aceptar el voto particular. xyxy=(1068,1093,1316,1130)
mezcla-body xyxy=(274,2015,520,2179)
paragraph: El próximo lunes se verificará en la iglesia de la Concepción el enlace matrimonial de la señorita Blanca Guirrega y Pardo Bazán, con el escocés Cowleswell. xyxy=(274,1816,520,1864)
dateline-corresponsal: (De nuestro corresponsal) xyxy=(1387,1245,1529,1255)
paragraph: Sostuvo que si ofrecieran el arbitraje a los patronos, éstos dijeron que lo rechazaban, pero que podían estar ya conformes. xyxy=(803,774,1051,812)
paragraph: Giner de los Ríos declaró que combatía el voto particular, que si se aplica a sus principios, había subido del 14 millones a 14 millones en los funcionarios civiles. xyxy=(1068,1132,1316,1181)
paragraph: Señor Granés: Que se ponga a votación; yo no estoy conforme. xyxy=(15,841,258,866)
paragraph: Pide el mismo señor Palomeque, se oficie a la Comandancia de Marina, diciendo que impida al contratista arrojar los escombros en la boca del puerto y se averigüe si se han hecho las obras, haciendo extensiva la comunicación a la Jefatura de Obras públicas. xyxy=(15,1538,258,1611)
paragraph: Dijo a continuación que nada tenía de particular el que a más de 12.000 obreros hubiese algunos que perturbasen el orden. xyxy=(1068,320,1316,356)
paragraph: El señor Minondo, también muy enérgico, dice que allí está el para imponer orden. xyxy=(15,1444,258,1469)
paragraph: La el cuarto día de la huelga por la mañana, llamé al señor Ibarra, y le ofreció la mediación del Gobierno, pero él rehusó el arbitraje diciendo que su posición aconsejaba aún aguardar. xyxy=(537,1630,787,1692)
paragraph: Amenazó: Los patronos de Bilbao no aceptaron el arbitraje del jefe de la conjunción republicano-socialista. xyxy=(803,1026,1051,1063)
divider xyxy=(537,481,787,483)
paragraph: El señor Granés: Eso no puede ser, porque habría que modificar el reglamento. xyxy=(15,608,258,632)
paragraph: Se han dado las órdenes oportunas, para que en lo sucesivo luzca en la población el alumbrado de la temporada de invierno. xyxy=(1332,704,1583,742)
paragraph: El ministro de la Guerra declaró que era contrario al voto particular y por eso la comisión había decidido aceptarlo. xyxy=(1068,1469,1316,1505)
paragraph: Después manifestó que los patronos no se conformaron, y que los patronos se opusieron a la aceptación del arbitraje. xyxy=(537,1848,787,1886)
paragraph: El señor Laffitte, abunda en las mismas consideraciones y dice que en el Ayuntamiento hay estudios de hace muchos años que se pueden sacar. xyxy=(15,1741,258,1790)
paragraph: Sostuvo que los mismos obreros habían reconocido la imparcialidad del comportamiento de las tropas, las cuales evitaron todo abuso de uno y otro lado, y que los tribunales entendían en ellos. xyxy=(803,350,1051,411)
